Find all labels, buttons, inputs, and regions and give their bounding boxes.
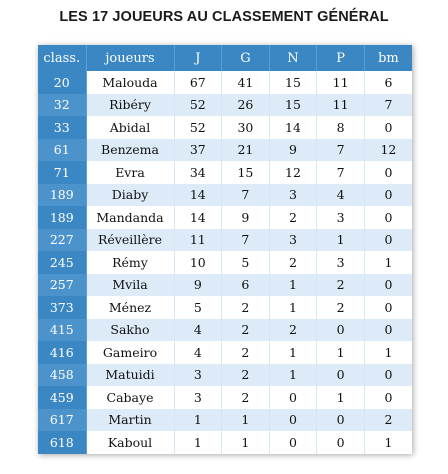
n-cell: 1: [269, 364, 317, 387]
j-cell: 3: [174, 364, 222, 387]
bm-cell: 1: [364, 251, 412, 274]
header-joueurs: joueurs: [86, 45, 174, 71]
n-cell: 3: [269, 229, 317, 252]
ranking-table-container: [38, 45, 412, 454]
table-row: [38, 251, 412, 274]
player-name-cell: Kaboul: [86, 431, 174, 454]
header-class: class.: [38, 45, 86, 71]
n-cell: 1: [269, 341, 317, 364]
table-row: [38, 341, 412, 364]
g-cell: 1: [222, 431, 270, 454]
rank-cell: 71: [38, 161, 86, 184]
player-name-cell: Ribéry: [86, 94, 174, 117]
rank-cell: 458: [38, 364, 86, 387]
g-cell: 15: [222, 161, 270, 184]
player-name-cell: Benzema: [86, 139, 174, 162]
rank-cell: 617: [38, 409, 86, 432]
rank-cell: 189: [38, 206, 86, 229]
player-name-cell: Gameiro: [86, 341, 174, 364]
table-row: [38, 71, 412, 94]
header-j: J: [174, 45, 222, 71]
bm-cell: 0: [364, 386, 412, 409]
p-cell: 2: [317, 296, 365, 319]
p-cell: 3: [317, 206, 365, 229]
table-row: [38, 409, 412, 432]
rank-cell: 257: [38, 274, 86, 297]
bm-cell: 1: [364, 341, 412, 364]
g-cell: 2: [222, 319, 270, 342]
rank-cell: 459: [38, 386, 86, 409]
p-cell: 7: [317, 139, 365, 162]
ranking-table: [38, 45, 412, 454]
rank-cell: 20: [38, 71, 86, 94]
j-cell: 52: [174, 94, 222, 117]
n-cell: 2: [269, 251, 317, 274]
g-cell: 2: [222, 386, 270, 409]
rank-cell: 61: [38, 139, 86, 162]
j-cell: 4: [174, 319, 222, 342]
g-cell: 30: [222, 116, 270, 139]
p-cell: 2: [317, 274, 365, 297]
bm-cell: 0: [364, 296, 412, 319]
table-row: [38, 139, 412, 162]
rank-cell: 373: [38, 296, 86, 319]
bm-cell: 1: [364, 431, 412, 454]
table-row: [38, 206, 412, 229]
bm-cell: 0: [364, 274, 412, 297]
p-cell: 3: [317, 251, 365, 274]
bm-cell: 0: [364, 116, 412, 139]
table-row: [38, 184, 412, 207]
n-cell: 1: [269, 274, 317, 297]
g-cell: 9: [222, 206, 270, 229]
j-cell: 11: [174, 229, 222, 252]
player-name-cell: Malouda: [86, 71, 174, 94]
g-cell: 7: [222, 229, 270, 252]
header-row: [38, 45, 412, 71]
bm-cell: 0: [364, 364, 412, 387]
n-cell: 15: [269, 71, 317, 94]
j-cell: 52: [174, 116, 222, 139]
rank-cell: 227: [38, 229, 86, 252]
player-name-cell: Réveillère: [86, 229, 174, 252]
p-cell: 11: [317, 94, 365, 117]
rank-cell: 32: [38, 94, 86, 117]
table-row: [38, 386, 412, 409]
bm-cell: 0: [364, 319, 412, 342]
j-cell: 4: [174, 341, 222, 364]
header-g: G: [222, 45, 270, 71]
p-cell: 11: [317, 71, 365, 94]
bm-cell: 6: [364, 71, 412, 94]
g-cell: 1: [222, 409, 270, 432]
n-cell: 9: [269, 139, 317, 162]
player-name-cell: Evra: [86, 161, 174, 184]
table-row: [38, 94, 412, 117]
p-cell: 0: [317, 409, 365, 432]
player-name-cell: Rémy: [86, 251, 174, 274]
p-cell: 0: [317, 431, 365, 454]
table-row: [38, 364, 412, 387]
j-cell: 1: [174, 409, 222, 432]
n-cell: 3: [269, 184, 317, 207]
bm-cell: 0: [364, 161, 412, 184]
p-cell: 7: [317, 161, 365, 184]
j-cell: 9: [174, 274, 222, 297]
p-cell: 1: [317, 229, 365, 252]
table-row: [38, 296, 412, 319]
g-cell: 2: [222, 341, 270, 364]
table-row: [38, 274, 412, 297]
j-cell: 34: [174, 161, 222, 184]
rank-cell: 189: [38, 184, 86, 207]
bm-cell: 0: [364, 206, 412, 229]
bm-cell: 0: [364, 184, 412, 207]
header-bm: bm: [364, 45, 412, 71]
header-p: P: [317, 45, 365, 71]
p-cell: 1: [317, 341, 365, 364]
page-title: LES 17 JOUEURS AU CLASSEMENT GÉNÉRAL: [59, 9, 389, 25]
g-cell: 7: [222, 184, 270, 207]
player-name-cell: Martin: [86, 409, 174, 432]
p-cell: 0: [317, 364, 365, 387]
table-row: [38, 161, 412, 184]
g-cell: 2: [222, 364, 270, 387]
rank-cell: 415: [38, 319, 86, 342]
table-header: [38, 45, 412, 71]
n-cell: 2: [269, 206, 317, 229]
n-cell: 2: [269, 319, 317, 342]
n-cell: 0: [269, 386, 317, 409]
j-cell: 10: [174, 251, 222, 274]
p-cell: 4: [317, 184, 365, 207]
p-cell: 8: [317, 116, 365, 139]
bm-cell: 7: [364, 94, 412, 117]
p-cell: 1: [317, 386, 365, 409]
n-cell: 0: [269, 431, 317, 454]
header-n: N: [269, 45, 317, 71]
j-cell: 5: [174, 296, 222, 319]
p-cell: 0: [317, 319, 365, 342]
player-name-cell: Cabaye: [86, 386, 174, 409]
player-name-cell: Ménez: [86, 296, 174, 319]
table-row: [38, 116, 412, 139]
g-cell: 26: [222, 94, 270, 117]
j-cell: 14: [174, 206, 222, 229]
player-name-cell: Sakho: [86, 319, 174, 342]
n-cell: 0: [269, 409, 317, 432]
player-name-cell: Mandanda: [86, 206, 174, 229]
n-cell: 12: [269, 161, 317, 184]
bm-cell: 2: [364, 409, 412, 432]
table-row: [38, 319, 412, 342]
bm-cell: 0: [364, 229, 412, 252]
j-cell: 67: [174, 71, 222, 94]
g-cell: 5: [222, 251, 270, 274]
n-cell: 1: [269, 296, 317, 319]
player-name-cell: Matuidi: [86, 364, 174, 387]
rank-cell: 33: [38, 116, 86, 139]
g-cell: 41: [222, 71, 270, 94]
j-cell: 37: [174, 139, 222, 162]
table-row: [38, 229, 412, 252]
rank-cell: 245: [38, 251, 86, 274]
table-body: [38, 71, 412, 454]
bm-cell: 12: [364, 139, 412, 162]
n-cell: 14: [269, 116, 317, 139]
rank-cell: 618: [38, 431, 86, 454]
rank-cell: 416: [38, 341, 86, 364]
g-cell: 6: [222, 274, 270, 297]
player-name-cell: Abidal: [86, 116, 174, 139]
player-name-cell: Diaby: [86, 184, 174, 207]
g-cell: 2: [222, 296, 270, 319]
g-cell: 21: [222, 139, 270, 162]
j-cell: 1: [174, 431, 222, 454]
j-cell: 3: [174, 386, 222, 409]
n-cell: 15: [269, 94, 317, 117]
j-cell: 14: [174, 184, 222, 207]
player-name-cell: Mvila: [86, 274, 174, 297]
table-row: [38, 431, 412, 454]
